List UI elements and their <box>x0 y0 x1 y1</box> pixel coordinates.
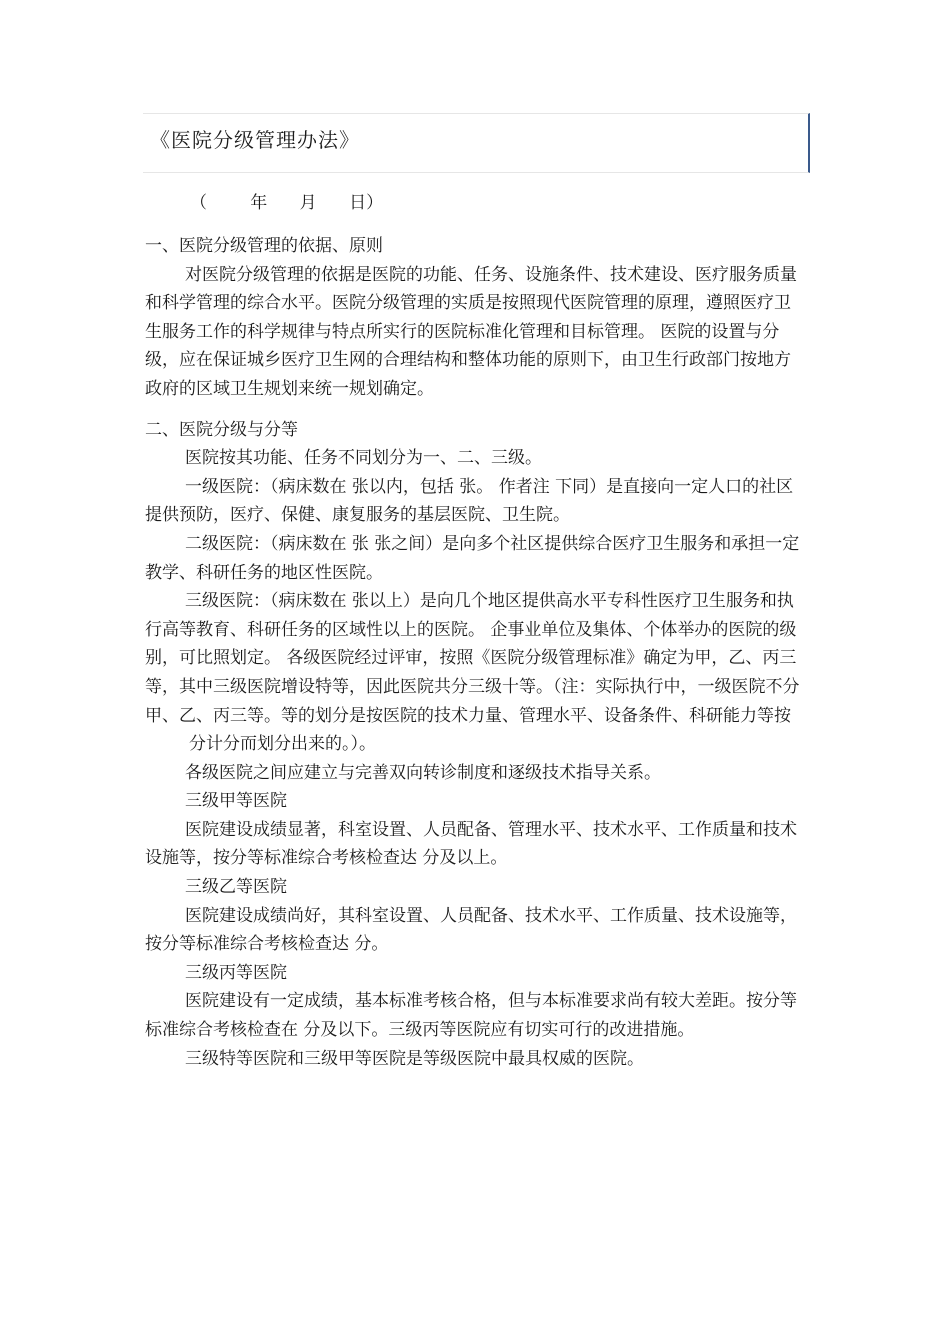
note-continuation: 分计分而划分出来的。）。 <box>189 734 376 755</box>
document-title: 《医院分级管理办法》 <box>150 128 360 152</box>
date-line: （ 年 月 日） <box>190 193 384 213</box>
paragraph: 医院建设有一定成绩，基本标准考核合格，但与本标准要求尚有较大差距。按分等标准综合考核检查在 分及以下。三级丙等医院应有切实可行的改进措施。 <box>145 991 797 1041</box>
paragraph: 医院按其功能、任务不同划分为一、二、三级。 <box>185 448 542 469</box>
paragraph: 对医院分级管理的依据是医院的功能、任务、设施条件、技术建设、医疗服务质量和科学管理的综合水平。医院分级管理的实质是按照现代医院管理的原理，遵照医疗卫生服务工作的科学规律与特点所实行的医院标准化管理和目标管理。 医院的设置与分级，应在保证城乡医疗卫生网的合理结构和整体功能的原则下，由卫生行政部门按地方政府的区域卫生规划来统一规划确定。 <box>145 264 797 399</box>
title-box <box>143 113 810 173</box>
section-gap <box>145 404 805 416</box>
paragraph: 各级医院之间应建立与完善双向转诊制度和逐级技术指导关系。 <box>185 762 661 783</box>
paragraph: 三级特等医院和三级甲等医院是等级医院中最具权威的医院。 <box>185 1048 644 1069</box>
subheading-grade-3b: 三级乙等医院 <box>185 877 287 898</box>
paragraph: 二级医院：（病床数在 张 张之间）是向多个社区提供综合医疗卫生服务和承担一定教学、科研任务的地区性医院。 <box>145 533 800 583</box>
paragraph: 医院建设成绩显著，科室设置、人员配备、管理水平、技术水平、工作质量和技术设施等，按分等标准综合考核检查达 分及以上。 <box>145 819 797 869</box>
section-heading: 一、医院分级管理的依据、原则 <box>145 236 383 256</box>
paragraph: 医院建设成绩尚好，其科室设置、人员配备、技术水平、工作质量、技术设施等，按分等标准综合考核检查达 分。 <box>145 905 797 955</box>
paragraph: 三级医院：（病床数在 张以上）是向几个地区提供高水平专科性医疗卫生服务和执行高等教育、科研任务的区域性以上的医院。 企事业单位及集体、个体举办的医院的级别，可比照划定。 各级医院经过评审，按照《医院分级管理标准》确定为甲，乙、丙三等，其中三级医院增设特等，因此医院共分三级十等。（注：实际执行中，一级医院不分甲、乙、丙三等。等的划分是按医院的技术力量、管理水平、设备条件、科研能力等按 <box>145 591 800 726</box>
subheading-grade-3c: 三级丙等医院 <box>185 962 287 983</box>
paragraph: 一级医院：（病床数在 张以内，包括 张。 作者注 下同）是直接向一定人口的社区提供预防，医疗、保健、康复服务的基层医院、卫生院。 <box>145 476 794 526</box>
subheading-grade-3a: 三级甲等医院 <box>185 791 287 812</box>
section-heading: 二、医院分级与分等 <box>145 419 298 440</box>
document-body <box>145 232 805 1073</box>
